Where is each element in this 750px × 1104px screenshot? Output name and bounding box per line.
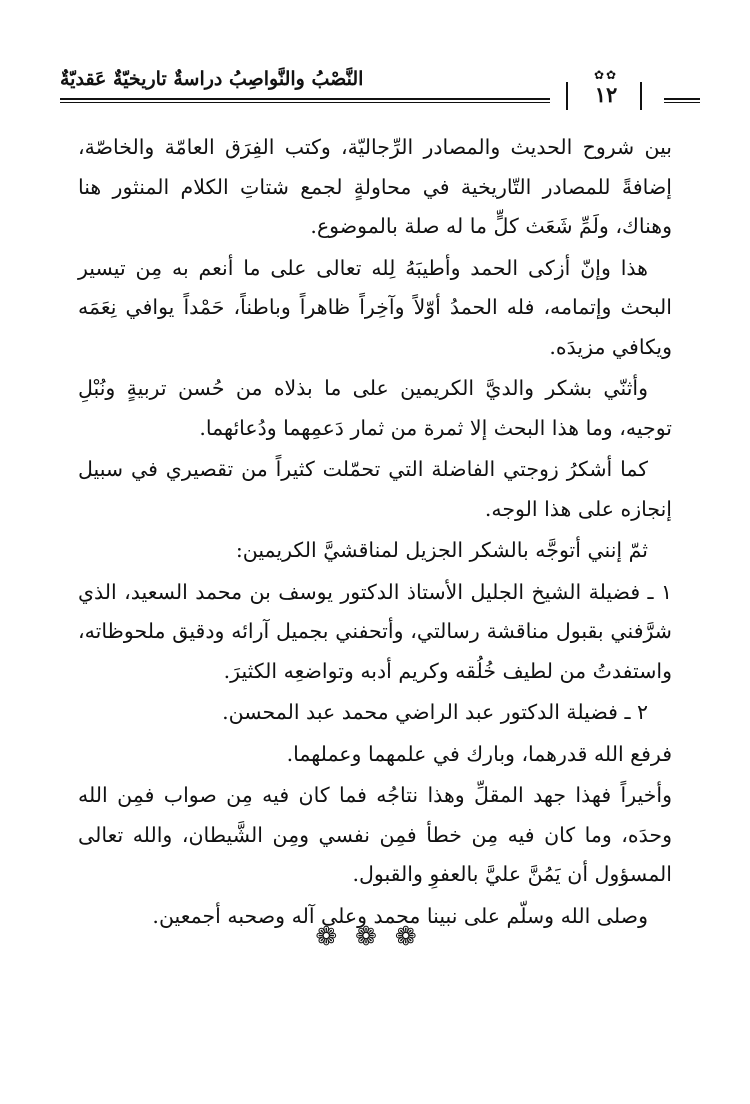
paragraph-closing: وأخيراً فهذا جهد المقلِّ وهذا نتاجُه فما كان فيه مِن صواب فمِن الله وحدَه، وما كان فيه مِن خطأ فمِن نفسي ومِن الشَّيطان، والله تعالى المسؤول أن يَمُنَّ عليَّ بالعفوِ والقبول.: [78, 783, 672, 886]
page-body: [78, 128, 672, 938]
list-item-examiner-2: ٢ ـ فضيلة الدكتور عبد الراضي محمد عبد المحسن.: [222, 700, 648, 724]
paragraph-praise: هذا وإنّ أزكى الحمد وأطيبَهُ لِله تعالى على ما أنعم به مِن تيسير البحث وإتمامه، فله الحمدُ أوّلاً وآخِراً ظاهراً وباطناً، حَمْداً يوافي نِعَمَه ويكافي مزيدَه.: [78, 255, 672, 359]
header-end-rule: [664, 98, 700, 100]
page-number: ١٢: [594, 82, 618, 107]
paragraph-sources: بين شروح الحديث والمصادر الرِّجاليّة، وكتب الفِرَق العامّة والخاصّة، إضافةً للمصادر التّاريخية في محاولةٍ لجمع شتاتِ الكلام المنثور هنا وهناك، ولَمِّ شَعَث كلٍّ ما له صلة بالموضوع.: [78, 135, 672, 238]
header-end-rule-thin: [664, 102, 700, 103]
header-rule-thin: [60, 102, 550, 103]
paragraph-blessing: فرفع الله قدرهما، وبارك في علمهما وعملهما.: [286, 741, 672, 766]
paragraph-wife: كما أشكرُ زوجتي الفاضلة التي تحمّلت كثيراً من تقصيري في سبيل إنجازه على هذا الوجه.: [78, 457, 672, 521]
list-item-examiner-1: ١ ـ فضيلة الشيخ الجليل الأستاذ الدكتور يوسف بن محمد السعيد، الذي شرَّفني بقبول مناقشة رسالتي، وأتحفني بجميل آرائه ودقيق ملحوظاته، واستفدتُ من لطيف خُلُقه وكريم أدبه وتواضعِه الكثيرَ.: [78, 579, 672, 683]
page-header: [60, 64, 700, 114]
paragraph-parents: وأثنّي بشكر والديَّ الكريمين على ما بذلاه من حُسن تربيةٍ ونُبْلِ توجيه، وما هذا البحث إلا ثمرة من ثمار دَعمِهما ودُعائهما.: [78, 376, 672, 440]
header-rule: [60, 98, 550, 100]
running-title: النَّصْبُ والنَّواصِبُ دراسةٌ تاريخيّةٌ عَقديّةٌ: [60, 68, 364, 90]
section-end-ornament-icon: ❁❁❁: [315, 922, 435, 952]
page-number-ornament-icon: ✿✿: [593, 68, 619, 82]
paragraph-examiners-intro: ثمّ إنني أتوجَّه بالشكر الجزيل لمناقشيَّ الكريمين:: [235, 538, 648, 562]
paragraph-salutation: وصلى الله وسلّم على نبينا محمد وعلى آله وصحبه أجمعين.: [152, 903, 648, 928]
